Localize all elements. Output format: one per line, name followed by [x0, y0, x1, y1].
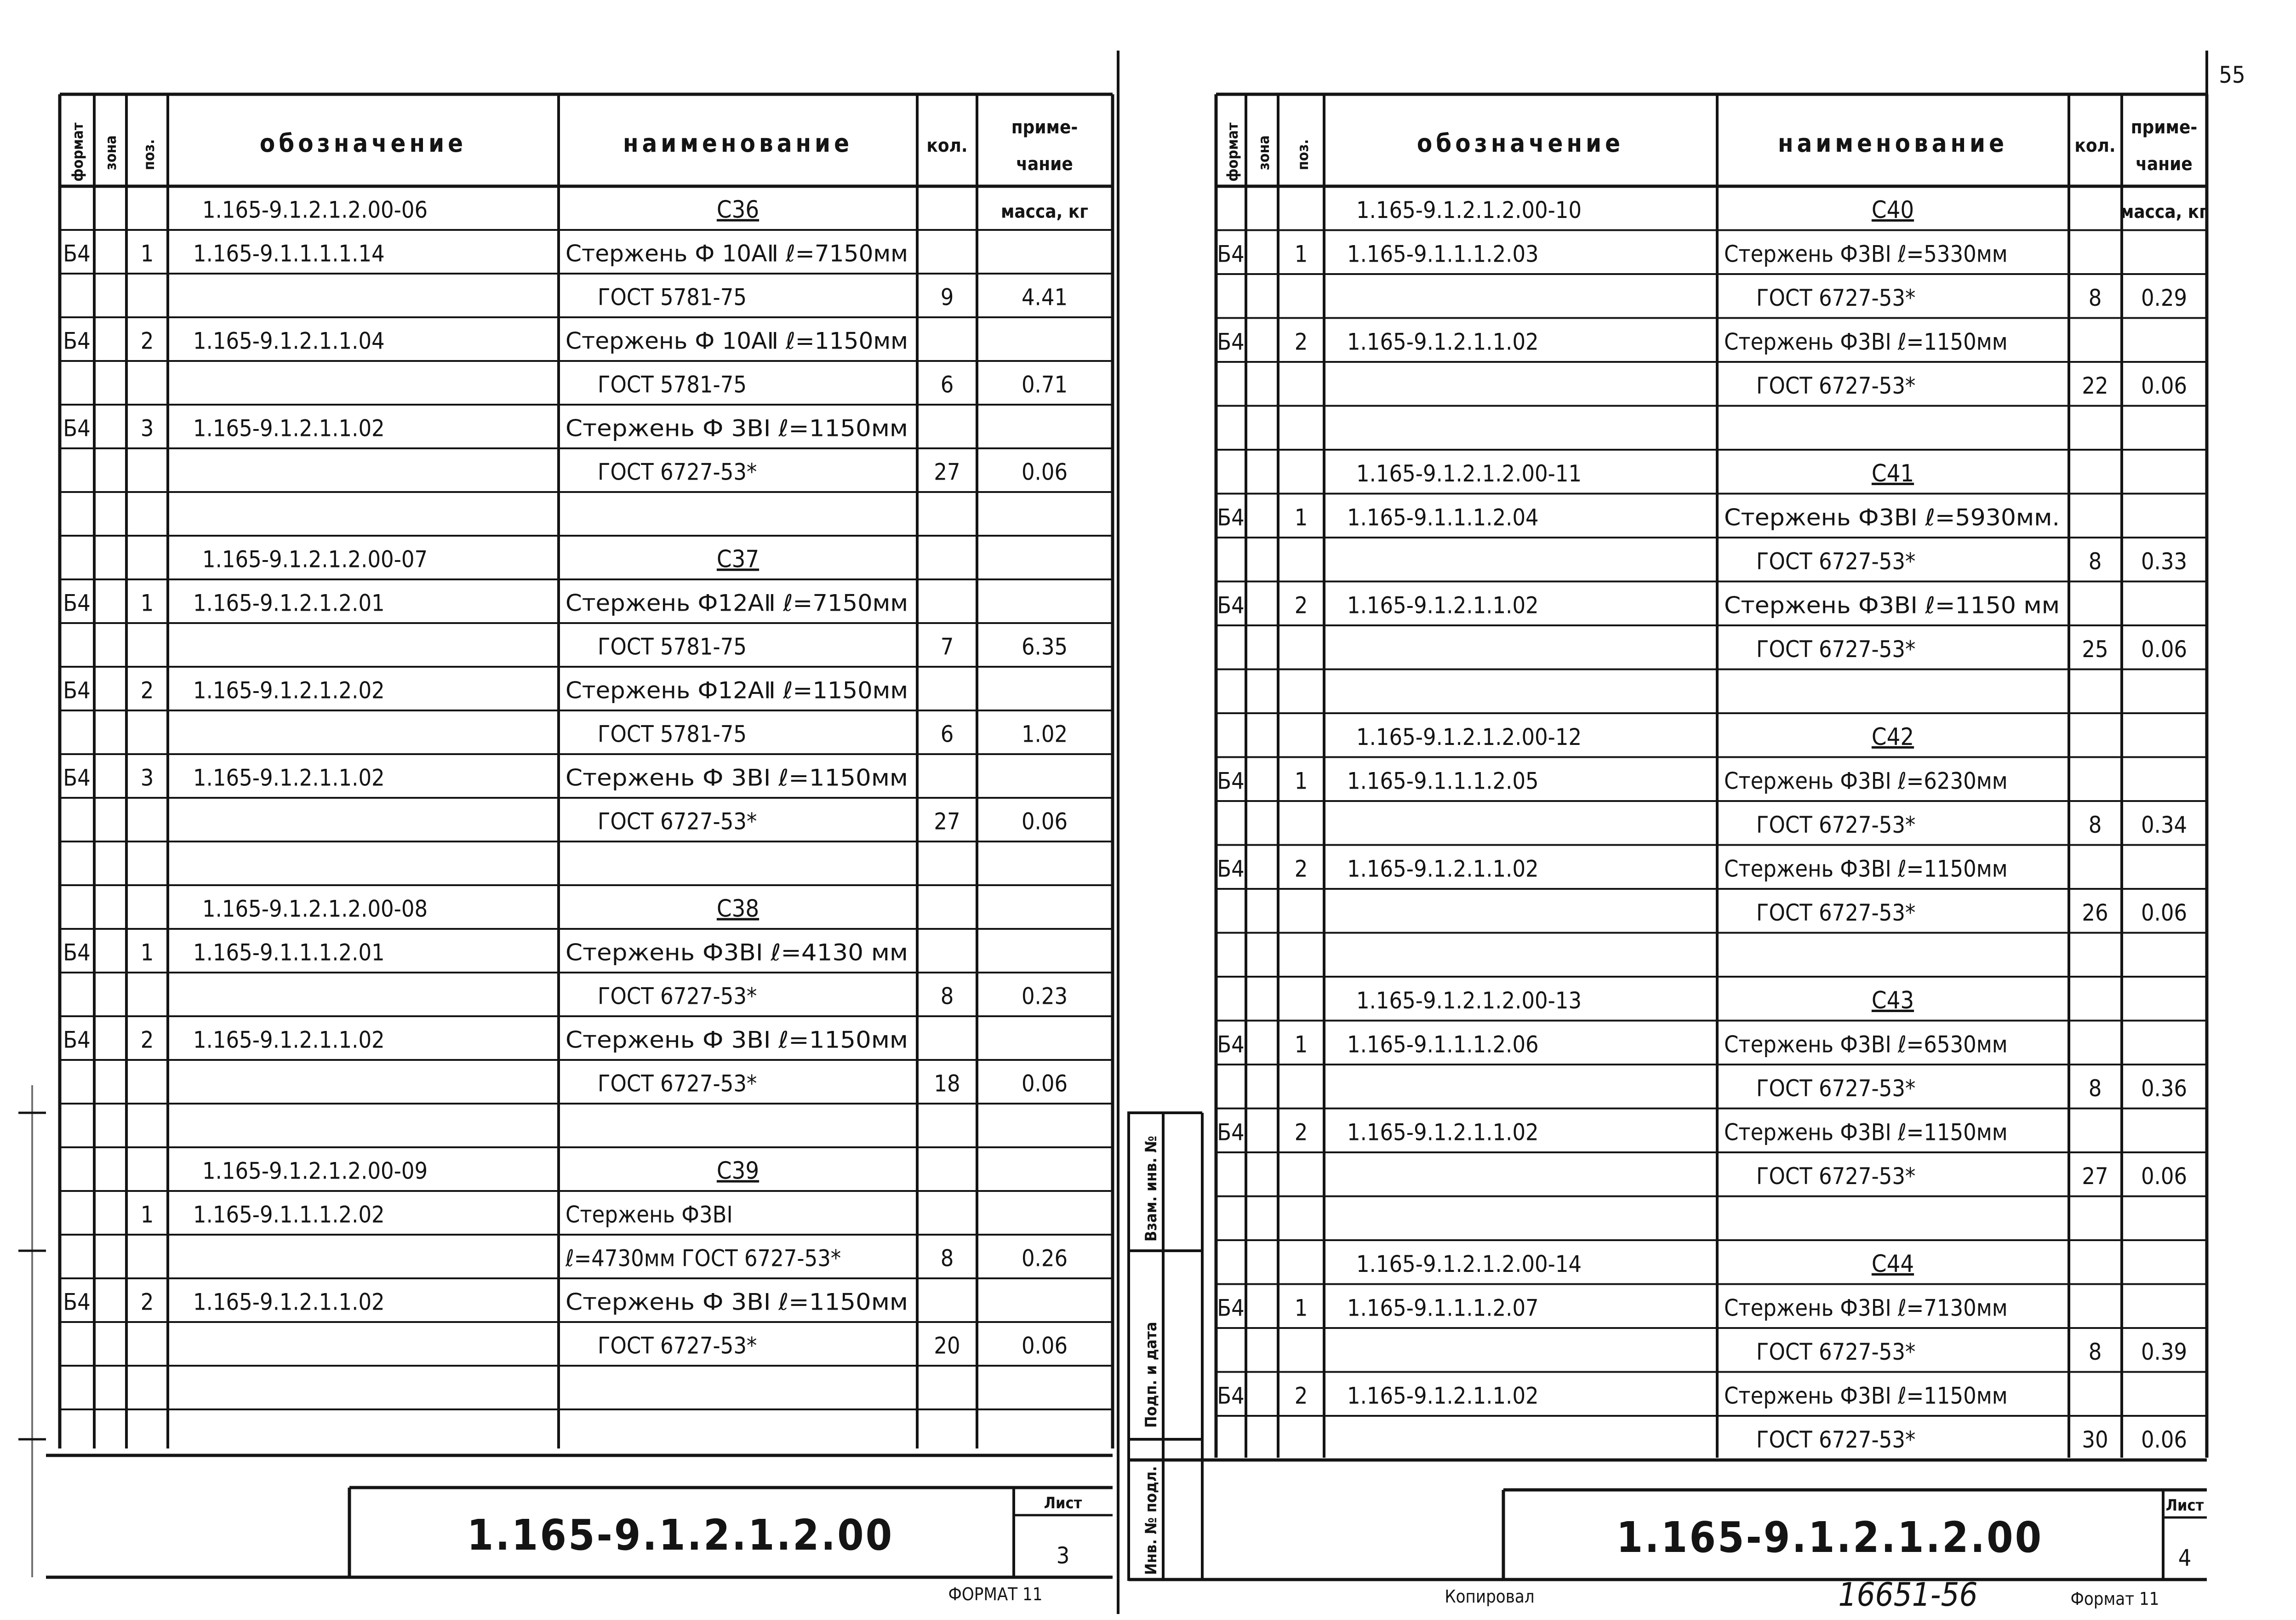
- right-sheet-number: 4: [2178, 1545, 2192, 1571]
- cell-name: ℓ=4730мм ГОСТ 6727-53*: [565, 1245, 841, 1272]
- cell-name-standard: ГОСТ 6727-53*: [1756, 1075, 1916, 1102]
- cell-note: 0.06: [2141, 635, 2187, 663]
- cell-designation: 1.165-9.1.1.1.2.01: [193, 939, 385, 966]
- cell-position: 1: [140, 939, 154, 966]
- cell-name: Стержень Ф3ВⅠ ℓ=4130 мм: [565, 939, 908, 966]
- cell-designation: 1.165-9.1.1.1.2.05: [1347, 767, 1539, 795]
- cell-format: Б4: [63, 764, 91, 791]
- header-name: наименование: [623, 129, 853, 158]
- cell-quantity: 8: [2088, 1075, 2102, 1102]
- cell-name: Стержень Ф3ВⅠ ℓ=6530мм: [1724, 1031, 2008, 1058]
- cell-designation: 1.165-9.1.2.1.1.02: [1347, 1382, 1539, 1409]
- cell-designation: 1.165-9.1.2.1.1.02: [193, 764, 385, 791]
- cell-designation: 1.165-9.1.2.1.2.00-14: [1356, 1250, 1582, 1277]
- header-note-line2: чание: [1016, 154, 1073, 175]
- cell-format: Б4: [63, 939, 91, 966]
- right-stamp-code: 1.165-9.1.2.1.2.00: [1616, 1513, 2044, 1562]
- cell-designation: 1.165-9.1.2.1.2.00-09: [202, 1157, 428, 1185]
- cell-name: Стержень Ф3ВⅠ ℓ=7130мм: [1724, 1294, 2008, 1322]
- cell-position: 2: [1294, 1119, 1308, 1146]
- cell-format: Б4: [1217, 1031, 1245, 1058]
- side-stamp-replacement: Взам. инв. №: [1142, 1136, 1160, 1242]
- cell-name: Стержень Ф 3ВⅠ ℓ=1150мм: [565, 764, 908, 791]
- cell-quantity: 22: [2082, 372, 2108, 399]
- cell-position: 2: [1294, 592, 1308, 619]
- cell-name: Стержень Ф3ВⅠ ℓ=1150мм: [1724, 1119, 2008, 1146]
- cell-note: 0.33: [2141, 548, 2187, 575]
- right-footer-copied: Копировал: [1445, 1586, 1535, 1607]
- cell-format: Б4: [63, 677, 91, 704]
- page-number: 55: [2219, 62, 2245, 88]
- right-sheet-label: Лист: [2165, 1496, 2204, 1515]
- cell-quantity: 26: [2082, 899, 2108, 926]
- cell-position: 2: [1294, 328, 1308, 355]
- cell-quantity: 9: [940, 284, 954, 311]
- cell-name-standard: ГОСТ 6727-53*: [1756, 811, 1916, 838]
- cell-quantity: 6: [940, 721, 954, 748]
- cell-designation: 1.165-9.1.2.1.2.00-06: [202, 196, 428, 223]
- cell-position: 2: [140, 327, 154, 355]
- cell-note: 0.06: [2141, 899, 2187, 926]
- cell-format: Б4: [63, 590, 91, 617]
- cell-position: 1: [1294, 767, 1308, 795]
- cell-quantity: 27: [2082, 1162, 2108, 1190]
- cell-note: 0.06: [1021, 1332, 1068, 1359]
- cell-designation: 1.165-9.1.2.1.1.02: [1347, 592, 1539, 619]
- cell-quantity: 7: [940, 633, 954, 660]
- cell-note: 6.35: [1021, 633, 1068, 660]
- cell-quantity: 8: [940, 983, 954, 1010]
- cell-note: 4.41: [1021, 284, 1068, 311]
- cell-designation: 1.165-9.1.2.1.1.02: [193, 415, 385, 442]
- cell-position: 1: [1294, 504, 1308, 531]
- cell-name-standard: ГОСТ 5781-75: [598, 371, 747, 398]
- cell-note: 0.26: [1021, 1245, 1068, 1272]
- cell-designation: 1.165-9.1.2.1.2.01: [193, 590, 385, 617]
- cell-assembly-mark: С39: [716, 1157, 760, 1185]
- cell-position: 1: [140, 590, 154, 617]
- cell-format: Б4: [1217, 504, 1245, 531]
- cell-note: 0.06: [2141, 372, 2187, 399]
- cell-position: 2: [140, 677, 154, 704]
- cell-position: 1: [1294, 240, 1308, 268]
- left-sheet-number: 3: [1056, 1542, 1070, 1569]
- cell-name-standard: ГОСТ 6727-53*: [1756, 635, 1916, 663]
- cell-name: Стержень Ф 3ВⅠ ℓ=1150мм: [565, 1026, 908, 1053]
- cell-quantity: 27: [934, 458, 960, 486]
- cell-position: 1: [140, 1201, 154, 1228]
- cell-position: 3: [140, 764, 154, 791]
- cell-name: Стержень Ф3ВⅠ ℓ=1150мм: [1724, 855, 2008, 882]
- cell-name: Стержень Ф3ВⅠ ℓ=5930мм.: [1724, 504, 2060, 531]
- cell-designation: 1.165-9.1.1.1.2.04: [1347, 504, 1539, 531]
- cell-format: Б4: [1217, 1294, 1245, 1322]
- cell-quantity: 8: [2088, 1338, 2102, 1365]
- side-stamp-inventory: Инв. № подл.: [1142, 1466, 1160, 1575]
- cell-name: Стержень Ф3ВⅠ: [565, 1201, 733, 1228]
- cell-name-standard: ГОСТ 5781-75: [598, 633, 747, 660]
- cell-quantity: 20: [934, 1332, 960, 1359]
- cell-position: 3: [140, 415, 154, 442]
- cell-position: 2: [140, 1288, 154, 1316]
- cell-designation: 1.165-9.1.2.1.2.00-13: [1356, 987, 1582, 1014]
- cell-format: Б4: [1217, 1119, 1245, 1146]
- right-footer-format: Формат 11: [2070, 1589, 2159, 1609]
- cell-designation: 1.165-9.1.2.1.1.02: [193, 1288, 385, 1316]
- header-quantity: кол.: [926, 135, 968, 156]
- header-name: наименование: [1777, 129, 2008, 158]
- header-note-line1: приме-: [2130, 117, 2198, 138]
- cell-designation: 1.165-9.1.1.1.1.14: [193, 240, 385, 267]
- cell-note: 0.06: [1021, 1070, 1068, 1097]
- cell-format: Б4: [63, 1026, 91, 1053]
- cell-designation: 1.165-9.1.2.1.1.02: [1347, 328, 1539, 355]
- cell-name-standard: ГОСТ 6727-53*: [1756, 1162, 1916, 1190]
- left-stamp-code: 1.165-9.1.2.1.2.00: [467, 1511, 894, 1560]
- cell-name-standard: ГОСТ 6727-53*: [1756, 548, 1916, 575]
- cell-name-standard: ГОСТ 6727-53*: [1756, 372, 1916, 399]
- cell-format: Б4: [63, 327, 91, 355]
- header-position: поз.: [1294, 139, 1312, 170]
- header-format: формат: [69, 122, 86, 182]
- cell-format: Б4: [63, 415, 91, 442]
- cell-note: 0.34: [2141, 811, 2187, 838]
- cell-position: 1: [140, 240, 154, 267]
- cell-quantity: 30: [2082, 1426, 2108, 1453]
- cell-name-standard: ГОСТ 6727-53*: [1756, 1426, 1916, 1453]
- cell-position: 2: [1294, 1382, 1308, 1409]
- cell-note: 0.71: [1021, 371, 1068, 398]
- right-footer-number: 16651-56: [1838, 1576, 1978, 1614]
- cell-assembly-mark: С44: [1871, 1250, 1914, 1278]
- cell-name: Стержень Ф 3ВⅠ ℓ=1150мм: [565, 1288, 908, 1316]
- cell-name: Стержень Ф 3ВⅠ ℓ=1150мм: [565, 415, 908, 442]
- cell-designation: 1.165-9.1.2.1.2.00-08: [202, 895, 428, 922]
- cell-name: Стержень Ф12АⅡ ℓ=7150мм: [565, 590, 908, 617]
- cell-name: Стержень Ф 10АⅡ ℓ=7150мм: [565, 240, 908, 267]
- cell-designation: 1.165-9.1.2.1.1.02: [1347, 1119, 1539, 1146]
- cell-note: масса, кг: [2120, 201, 2208, 223]
- header-designation: обозначение: [1416, 129, 1624, 158]
- cell-assembly-mark: С42: [1871, 723, 1914, 751]
- cell-quantity: 6: [940, 371, 954, 398]
- cell-designation: 1.165-9.1.1.1.2.07: [1347, 1294, 1539, 1322]
- cell-name-standard: ГОСТ 6727-53*: [1756, 284, 1916, 311]
- cell-format: Б4: [63, 1288, 91, 1316]
- cell-note: 0.06: [1021, 808, 1068, 835]
- cell-designation: 1.165-9.1.2.1.1.02: [193, 1026, 385, 1053]
- cell-designation: 1.165-9.1.1.1.2.03: [1347, 240, 1539, 268]
- cell-name: Стержень Ф 10АⅡ ℓ=1150мм: [565, 327, 908, 355]
- header-note-line1: приме-: [1011, 117, 1078, 138]
- cell-name: Стержень Ф3ВⅠ ℓ=1150мм: [1724, 1382, 2008, 1409]
- cell-position: 2: [140, 1026, 154, 1053]
- cell-name: Стержень Ф3ВⅠ ℓ=1150 мм: [1724, 592, 2060, 619]
- cell-quantity: 27: [934, 808, 960, 835]
- cell-name-standard: ГОСТ 6727-53*: [598, 808, 757, 835]
- cell-name-standard: ГОСТ 6727-53*: [1756, 899, 1916, 926]
- cell-designation: 1.165-9.1.2.1.2.00-07: [202, 546, 428, 573]
- cell-format: Б4: [1217, 767, 1245, 795]
- cell-designation: 1.165-9.1.1.1.2.02: [193, 1201, 385, 1228]
- cell-format: Б4: [1217, 592, 1245, 619]
- cell-name-standard: ГОСТ 5781-75: [598, 284, 747, 311]
- cell-position: 1: [1294, 1294, 1308, 1322]
- cell-quantity: 8: [940, 1245, 954, 1272]
- cell-quantity: 8: [2088, 811, 2102, 838]
- cell-position: 1: [1294, 1031, 1308, 1058]
- left-sheet-label: Лист: [1044, 1494, 1082, 1512]
- cell-note: масса, кг: [1000, 201, 1089, 223]
- cell-format: Б4: [63, 240, 91, 267]
- cell-position: 2: [1294, 855, 1308, 882]
- cell-name-standard: ГОСТ 6727-53*: [598, 458, 757, 486]
- cell-note: 0.36: [2141, 1075, 2187, 1102]
- cell-designation: 1.165-9.1.2.1.2.00-12: [1356, 723, 1582, 750]
- cell-format: Б4: [1217, 855, 1245, 882]
- header-quantity: кол.: [2074, 135, 2116, 156]
- cell-format: Б4: [1217, 240, 1245, 268]
- cell-quantity: 18: [934, 1070, 960, 1097]
- cell-name-standard: ГОСТ 6727-53*: [598, 1070, 757, 1097]
- cell-format: Б4: [1217, 328, 1245, 355]
- cell-assembly-mark: С40: [1871, 196, 1914, 224]
- cell-assembly-mark: С41: [1871, 459, 1914, 487]
- cell-designation: 1.165-9.1.2.1.1.02: [1347, 855, 1539, 882]
- cell-name: Стержень Ф3ВⅠ ℓ=6230мм: [1724, 767, 2008, 795]
- cell-assembly-mark: С43: [1871, 986, 1914, 1014]
- cell-note: 0.06: [2141, 1426, 2187, 1453]
- cell-quantity: 8: [2088, 548, 2102, 575]
- header-format: формат: [1224, 122, 1241, 182]
- cell-name-standard: ГОСТ 6727-53*: [598, 983, 757, 1010]
- cell-format: Б4: [1217, 1382, 1245, 1409]
- cell-name: Стержень Ф3ВⅠ ℓ=1150мм: [1724, 328, 2008, 355]
- cell-name: Стержень Ф3ВⅠ ℓ=5330мм: [1724, 240, 2008, 268]
- cell-designation: 1.165-9.1.2.1.2.00-10: [1356, 196, 1582, 223]
- cell-assembly-mark: С36: [716, 196, 760, 224]
- cell-note: 0.06: [2141, 1162, 2187, 1190]
- header-zone: зона: [1255, 135, 1273, 170]
- cell-note: 0.29: [2141, 284, 2187, 311]
- cell-note: 0.23: [1021, 983, 1068, 1010]
- cell-assembly-mark: С38: [716, 895, 760, 923]
- header-note-line2: чание: [2136, 154, 2193, 175]
- cell-assembly-mark: С37: [716, 545, 760, 573]
- header-designation: обозначение: [259, 129, 467, 158]
- cell-designation: 1.165-9.1.1.1.2.06: [1347, 1031, 1539, 1058]
- cell-note: 0.39: [2141, 1338, 2187, 1365]
- cell-quantity: 8: [2088, 284, 2102, 311]
- cell-name-standard: ГОСТ 6727-53*: [598, 1332, 757, 1359]
- cell-designation: 1.165-9.1.2.1.1.04: [193, 327, 385, 355]
- side-stamp-signature-date: Подп. и дата: [1142, 1322, 1160, 1428]
- header-position: поз.: [140, 139, 158, 170]
- header-zone: зона: [102, 135, 120, 170]
- cell-quantity: 25: [2082, 635, 2108, 663]
- cell-name: Стержень Ф12АⅡ ℓ=1150мм: [565, 677, 908, 704]
- cell-note: 0.06: [1021, 458, 1068, 486]
- cell-name-standard: ГОСТ 6727-53*: [1756, 1338, 1916, 1365]
- left-footer-format: ФОРМАТ 11: [948, 1584, 1043, 1604]
- cell-designation: 1.165-9.1.2.1.2.02: [193, 677, 385, 704]
- cell-name-standard: ГОСТ 5781-75: [598, 721, 747, 748]
- cell-designation: 1.165-9.1.2.1.2.00-11: [1356, 460, 1582, 487]
- cell-note: 1.02: [1021, 721, 1068, 748]
